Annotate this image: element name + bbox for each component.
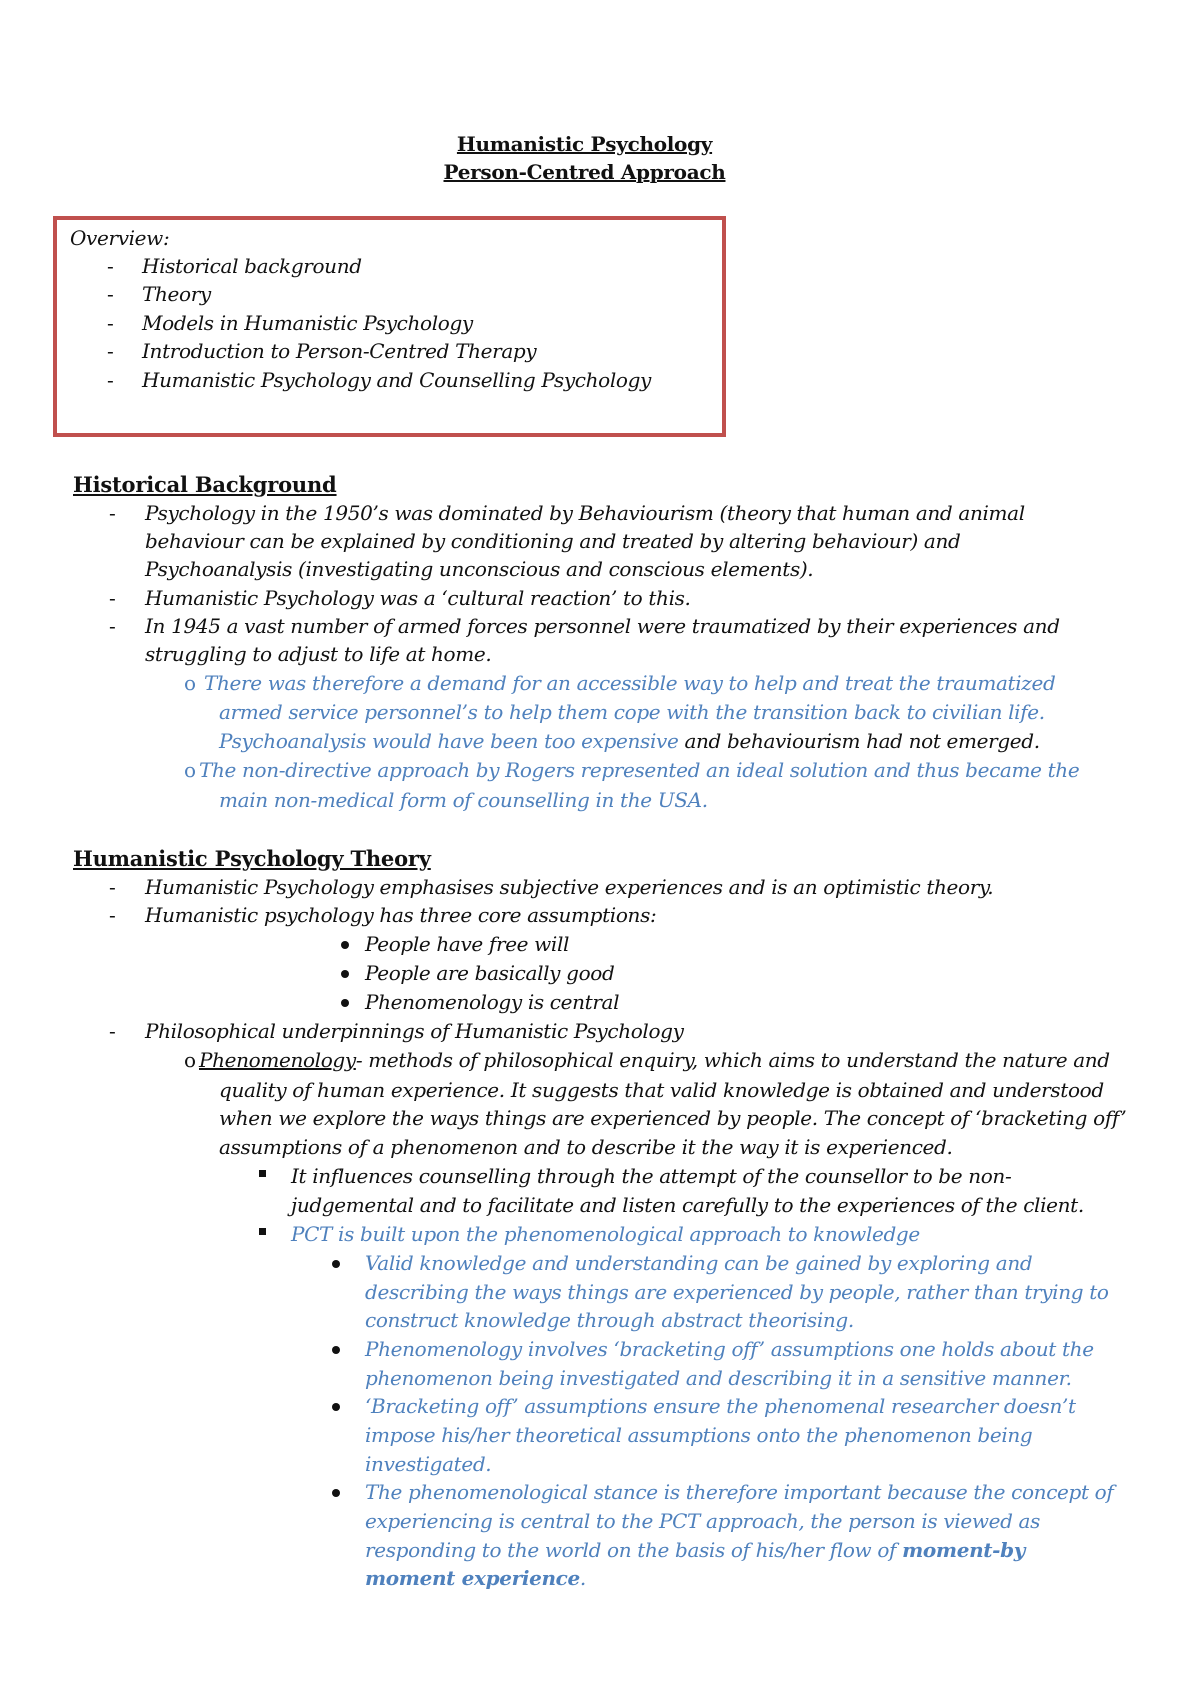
bullet-dot — [341, 941, 349, 949]
list-dash: - — [107, 339, 114, 363]
overview-item: Theory — [142, 282, 211, 306]
pct-bold-phrase: moment-by — [902, 1538, 1026, 1562]
phenomenology-line: when we explore the ways things are experienced by people. The concept of ‘bracketing off’ — [219, 1106, 1127, 1130]
pct-last-period: . — [579, 1566, 586, 1590]
pct-point-line: Valid knowledge and understanding can be gained by exploring and — [365, 1251, 1033, 1275]
historical-bullet-1-line: Psychology in the 1950’s was dominated by Behaviourism (theory that human and animal — [145, 501, 1025, 525]
sub-bullet-circle: o — [184, 758, 197, 782]
historical-sub-1-line: armed service personnel’s to help them cope with the transition back to civilian life. — [219, 700, 1045, 724]
influence-line: It influences counselling through the attempt of the counsellor to be non- — [291, 1164, 1012, 1188]
assumption-item: People are basically good — [365, 961, 615, 985]
document-subtitle: Person-Centred Approach — [443, 160, 726, 184]
bullet-square — [259, 1228, 266, 1235]
historical-bullet-3-line: In 1945 a vast number of armed forces personnel were traumatized by their experiences and — [145, 614, 1060, 638]
list-dash: - — [109, 875, 116, 899]
phenomenology-line — [199, 1046, 1110, 1074]
bullet-dot — [332, 1260, 340, 1268]
theory-bullet-3: Philosophical underpinnings of Humanistic Psychology — [145, 1019, 684, 1043]
assumption-item: People have free will — [365, 932, 570, 956]
bullet-square — [259, 1170, 266, 1177]
pct-last-line — [365, 1564, 586, 1592]
historical-sub-2-line: The non-directive approach by Rogers represented an ideal solution and thus became the — [199, 758, 1080, 782]
list-dash: - — [109, 614, 116, 638]
sub-bullet-circle: o — [184, 1048, 197, 1072]
pct-bold-phrase: moment experience — [365, 1566, 580, 1590]
historical-sub-1-end — [219, 727, 1040, 755]
historical-sub-1-blue-end: Psychoanalysis would have been too expensive — [219, 729, 679, 753]
overview-item: Introduction to Person-Centred Therapy — [142, 339, 537, 363]
overview-label: Overview: — [70, 226, 170, 250]
pct-point-line: ‘Bracketing off’ assumptions ensure the phenomenal researcher doesn’t — [365, 1394, 1076, 1418]
phenomenology-definition: - methods of philosophical enquiry, which aims to understand the nature and — [355, 1048, 1110, 1072]
pct-point-line: phenomenon being investigated and describing it in a sensitive manner. — [365, 1366, 1072, 1390]
pct-point-line: construct knowledge through abstract theorising. — [365, 1308, 854, 1332]
bullet-dot — [332, 1346, 340, 1354]
list-dash: - — [107, 282, 114, 306]
historical-bullet-1-line: behaviour can be explained by conditioning and treated by altering behaviour) and — [145, 529, 961, 553]
theory-bullet-2: Humanistic psychology has three core assumptions: — [145, 903, 657, 927]
phenomenology-line: assumptions of a phenomenon and to describe it the way it is experienced. — [219, 1135, 953, 1159]
list-dash: - — [107, 311, 114, 335]
historical-sub-1-line: There was therefore a demand for an accessible way to help and treat the traumatized — [204, 671, 1056, 695]
theory-bullet-1: Humanistic Psychology emphasises subjective experiences and is an optimistic theory. — [145, 875, 994, 899]
overview-item: Humanistic Psychology and Counselling Psychology — [142, 368, 651, 392]
pct-point-line: investigated. — [365, 1452, 492, 1476]
list-dash: - — [109, 586, 116, 610]
pct-point-line: impose his/her theoretical assumptions onto the phenomenon being — [365, 1423, 1033, 1447]
historical-sub-1-dark-end: and behaviourism had not emerged. — [678, 729, 1040, 753]
pct-last-line — [365, 1536, 1025, 1564]
overview-item: Historical background — [142, 254, 362, 278]
pct-line: PCT is built upon the phenomenological approach to knowledge — [291, 1222, 920, 1246]
overview-item: Models in Humanistic Psychology — [142, 311, 473, 335]
list-dash: - — [109, 501, 116, 525]
influence-line: judgemental and to facilitate and listen carefully to the experiences of the client. — [291, 1193, 1084, 1217]
section-heading-theory: Humanistic Psychology Theory — [73, 846, 431, 871]
pct-point-line: describing the ways things are experienced by people, rather than trying to — [365, 1280, 1109, 1304]
bullet-dot — [332, 1489, 340, 1497]
section-heading-historical: Historical Background — [73, 472, 337, 497]
bullet-dot — [332, 1403, 340, 1411]
list-dash: - — [109, 903, 116, 927]
historical-bullet-3-line: struggling to adjust to life at home. — [145, 642, 492, 666]
list-dash: - — [107, 254, 114, 278]
list-dash: - — [109, 1019, 116, 1043]
sub-bullet-circle: o — [184, 671, 197, 695]
historical-bullet-2: Humanistic Psychology was a ‘cultural reaction’ to this. — [145, 586, 691, 610]
list-dash: - — [107, 368, 114, 392]
pct-last-line-start: responding to the world on the basis of his/her flow of — [365, 1538, 903, 1562]
document-title: Humanistic Psychology — [456, 132, 713, 156]
historical-bullet-1-line: Psychoanalysis (investigating unconscious and conscious elements). — [145, 557, 814, 581]
historical-sub-2-line: main non-medical form of counselling in the USA. — [219, 788, 708, 812]
phenomenology-term: Phenomenology — [199, 1048, 356, 1072]
bullet-dot — [341, 999, 349, 1007]
bullet-dot — [341, 970, 349, 978]
assumption-item: Phenomenology is central — [365, 990, 620, 1014]
phenomenology-line: quality of human experience. It suggests that valid knowledge is obtained and understood — [219, 1078, 1104, 1102]
pct-point-line: The phenomenological stance is therefore important because the concept of — [365, 1480, 1114, 1504]
pct-point-line: Phenomenology involves ‘bracketing off’ assumptions one holds about the — [365, 1337, 1094, 1361]
pct-point-line: experiencing is central to the PCT approach, the person is viewed as — [365, 1509, 1041, 1533]
